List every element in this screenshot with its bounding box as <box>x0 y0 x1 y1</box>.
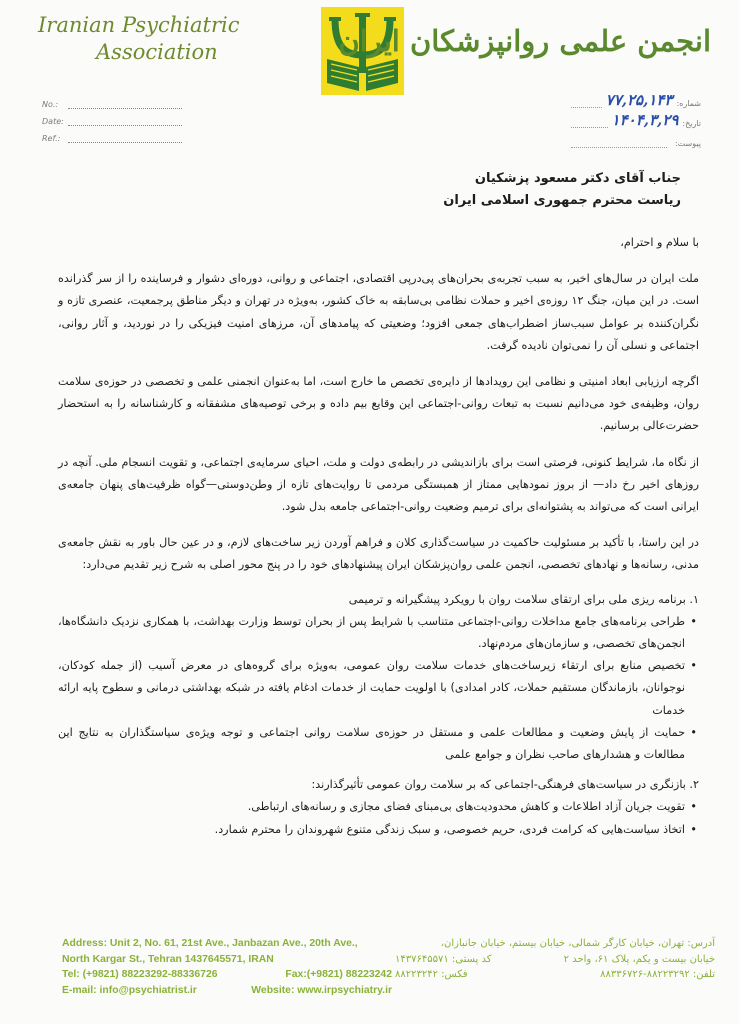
recipient <box>58 168 699 212</box>
footer-address-line2: North Kargar St., Tehran 1437645571, IRAN <box>62 953 274 965</box>
footer-contact-fa <box>395 936 715 983</box>
recipient-name: جناب آقای دکتر مسعود پزشکیان <box>474 171 681 186</box>
reference-fields-fa <box>571 88 701 148</box>
letter-date: ۱۴۰۴,۳,۲۹ <box>611 111 679 129</box>
footer-tel: Tel: (+9821) 88223292-88336726 <box>62 969 218 980</box>
footer-contact-en <box>62 936 392 998</box>
paragraph-3: از نگاه ما، شرایط کنونی، فرصتی است برای بازاندیشی در رابطه‌ی دولت و ملت، احیای سرمایه‌ی اجتماعی، و تقویت انسجام ملی. آنچه در روزهای اخیر رخ داد— از بروز نمودهایی ممتاز از همبستگی مردمی تا روایت‌های تازه از وطن‌دوستی—گواه ظرفیت‌های پنهان جامعه‌ی ایرانی است که می‌تواند به پشتوانه‌ای برای ترمیم وضعیت روانی-اجتماعی جامعه بدل شود. <box>58 455 699 514</box>
ref-label-ref: Ref.: <box>42 134 61 143</box>
ref-label-no: No.: <box>42 100 59 109</box>
section-1-item: • تخصیص منابع برای ارتقاء زیرساخت‌های خدمات سلامت روان عمومی، به‌ویژه برای گروه‌های در معرض آسیب (از جمله کودکان، نوجوانان، بازماندگان مستقیم حملات، کادر امدادی) با اولویت حمایت از خدمات ادغام یافته در شبکه بهداشتی درمانی و سطوح پایه ارائه خدمات <box>58 659 697 717</box>
footer-fa-fax: فکس: ۸۸۲۲۳۲۴۲ <box>395 969 468 980</box>
footer-fa-address1: آدرس: تهران، خیابان کارگر شمالی، خیابان بیستم، خیابان جانبازان، <box>440 938 715 949</box>
paragraph-4: در این راستا، با تأکید بر مسئولیت حاکمیت در سیاست‌گذاری کلان و فراهم آوردن زیر ساخت‌های لازم، و در عین حال باور به نقش جامعه‌ی مدنی، رسانه‌ها و نهادهای تخصصی، انجمن علمی روان‌پزشکان ایران پیشنهادهای خود را در پنج محور اصلی به شرح زیر تقدیم می‌دارد: <box>58 536 699 572</box>
footer-address-line1: Address: Unit 2, No. 61, 21st Ave., Janbazan Ave., 20th Ave., <box>62 938 358 949</box>
paragraph-1: ملت ایران در سال‌های اخیر، به سبب تجربه‌ی بحران‌های پی‌درپی اقتصادی، اجتماعی و روانی، دوره‌ای دشوار و فرساینده را از سر گذرانده است. در این میان، جنگ ۱۲ روزه‌ی اخیر و حملات نظامی بی‌سابقه به خاک کشور، به‌ویژه در تهران و دیگر مناطق پرجمعیت، عنصری تازه و نگران‌کننده بر عوامل سبب‌ساز اضطراب‌های جمعی افزود؛ وضعیتی که پیامدهای آن، مرزهای امنیت فیزیکی را در نوردید، و آثار روانی، اجتماعی و نسلی آن را نمی‌توان نادیده گرفت. <box>58 272 699 352</box>
item-text: طراحی برنامه‌های جامع مداخلات روانی-اجتماعی متناسب با شرایط پس از بحران توسط وزارت بهداشت، با همکاری نزدیک دانشگاه‌ها، انجمن‌های تخصصی، و سازمان‌های مردم‌نهاد. <box>58 614 685 651</box>
item-text: تقویت جریان آزاد اطلاعات و کاهش محدودیت‌های بی‌مبنای فضای مجازی و رسانه‌های ارتباطی. <box>247 800 685 814</box>
item-text: حمایت از پایش وضعیت و مطالعات علمی و مستقل در حوزه‌ی سلامت روانی اجتماعی و توجه ویژه‌ی سیاستگذاران به نتایج این مطالعات و هشدارهای صاحب نظران و جوامع علمی <box>58 725 685 762</box>
ref-label-number: شماره: <box>676 99 701 108</box>
letter-body <box>58 168 699 841</box>
reference-fields-en <box>42 92 182 143</box>
org-name-fa: انجمن علمی روانپزشکان ایران <box>338 24 711 58</box>
footer-email: E-mail: info@psychiatrist.ir <box>62 984 197 996</box>
ref-label-date: Date: <box>42 117 64 126</box>
section-1-item: • حمایت از پایش وضعیت و مطالعات علمی و مستقل در حوزه‌ی سلامت روانی اجتماعی و توجه ویژه‌ی سیاستگذاران به نتایج این مطالعات و هشدارهای صاحب نظران و جوامع علمی <box>58 725 697 762</box>
section-1-item: • طراحی برنامه‌های جامع مداخلات روانی-اجتماعی متناسب با شرایط پس از بحران توسط وزارت بهداشت، با همکاری نزدیک دانشگاه‌ها، انجمن‌های تخصصی، و سازمان‌های مردم‌نهاد. <box>58 614 697 651</box>
org-name-en-line2: Association <box>96 40 218 64</box>
section-1-title: ۱. برنامه ریزی ملی برای ارتقای سلامت روان با رویکرد پیشگیرانه و ترمیمی <box>348 592 699 606</box>
footer-fa-tel: تلفن: ۸۸۲۲۳۲۹۲-۸۸۳۳۶۷۲۶ <box>600 969 715 980</box>
section-2-item: • تقویت جریان آزاد اطلاعات و کاهش محدودیت‌های بی‌مبنای فضای مجازی و رسانه‌های ارتباطی. <box>247 800 697 814</box>
ref-label-attachment: پیوست: <box>674 139 701 148</box>
letter-number: ۷۷,۲۵,۱۴۳ <box>605 91 673 109</box>
recipient-title: ریاست محترم جمهوری اسلامی ایران <box>443 193 681 208</box>
org-name-en <box>38 12 268 66</box>
paragraph-2: اگرچه ارزیابی ابعاد امنیتی و نظامی این رویدادها از دایره‌ی تخصص ما خارج است، اما به‌عنوان انجمنی علمی و تخصصی در حوزه‌ی سلامت روان، وظیفه‌ی خود می‌دانیم نسبت به تبعات روانی-اجتماعی این وقایع بیم داده و برخی توصیه‌های مشفقانه و کارشناسانه را به استحضار حضرت‌عالی برسانیم. <box>58 375 699 433</box>
greeting: با سلام و احترام، <box>620 236 699 249</box>
footer-fa-postal: کد پستی: ۱۴۳۷۶۴۵۵۷۱ <box>395 953 492 965</box>
item-text: اتخاذ سیاست‌هایی که کرامت فردی، حریم خصوصی، و سبک زندگی متنوع شهروندان را محترم شمارد. <box>214 822 685 836</box>
section-2-item: • اتخاذ سیاست‌هایی که کرامت فردی، حریم خصوصی، و سبک زندگی متنوع شهروندان را محترم شمارد. <box>214 822 697 836</box>
footer-fax: Fax:(+9821) 88223242 <box>285 969 392 980</box>
section-2-title: ۲. بازنگری در سیاست‌های فرهنگی-اجتماعی که بر سلامت روان عمومی تأثیرگذارند: <box>311 778 699 792</box>
footer-website: Website: www.irpsychiatry.ir <box>251 984 392 996</box>
ref-label-date-fa: تاریخ: <box>682 119 701 128</box>
org-name-en-line1: Iranian Psychiatric <box>38 13 240 37</box>
item-text: تخصیص منابع برای ارتقاء زیرساخت‌های خدمات سلامت روان عمومی، به‌ویژه برای گروه‌های در معرض آسیب (از جمله کودکان، نوجوانان، بازماندگان مستقیم حملات، کادر امدادی) با اولویت حمایت از خدمات ادغام یافته در شبکه بهداشتی درمانی و سطوح پایه ارائه خدمات <box>58 659 685 717</box>
footer-fa-address2: خیابان بیست و یکم، پلاک ۶۱، واحد ۲ <box>563 953 715 965</box>
